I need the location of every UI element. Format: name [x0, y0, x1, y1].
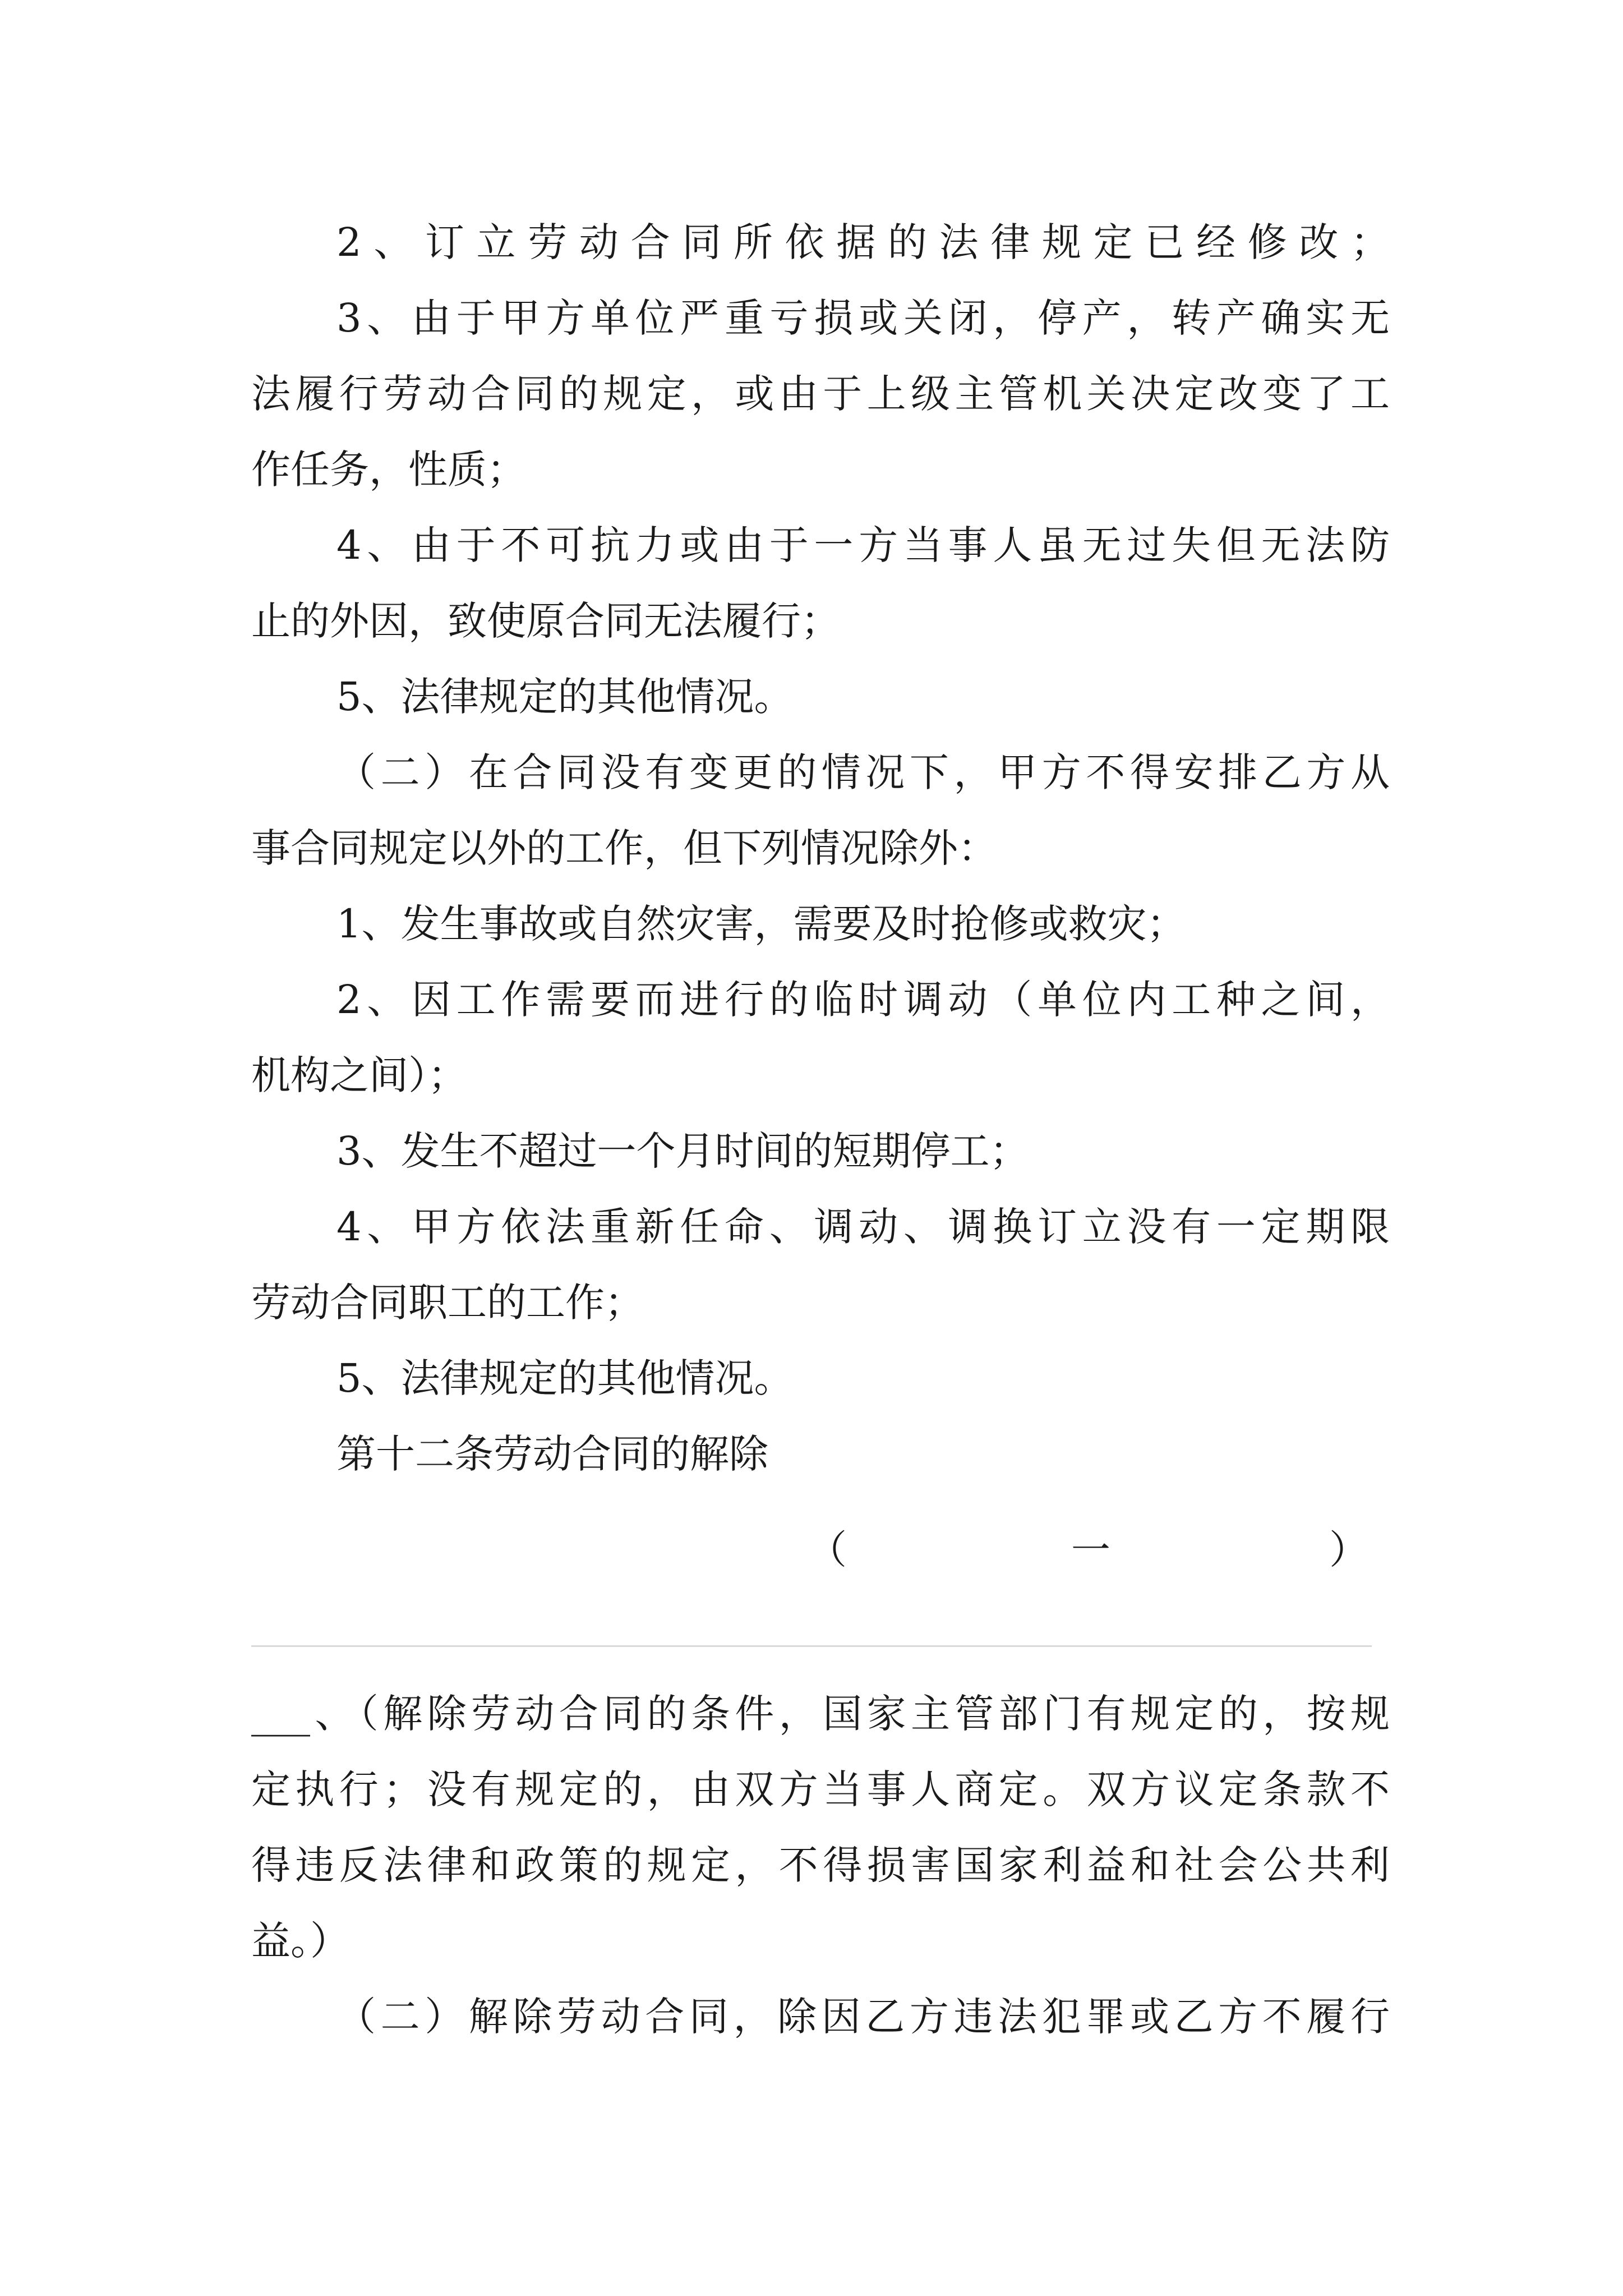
paragraph-line: 1、发生事故或自然灾害，需要及时抢修或救灾；	[336, 901, 1186, 947]
paragraph-line: 4、由于不可抗力或由于一方当事人虽无过失但无法防	[336, 522, 1390, 568]
paragraph-line: 止的外因，致使原合同无法履行；	[251, 598, 840, 644]
paragraph-line: 定执行；没有规定的，由双方当事人商定。双方议定条款不	[251, 1766, 1390, 1812]
paragraph-line: （二）在合同没有变更的情况下，甲方不得安排乙方从	[336, 749, 1390, 795]
section-heading: 第十二条劳动合同的解除	[336, 1431, 768, 1477]
section-number-open-paren: （	[808, 1527, 847, 1573]
paragraph-line: 机构之间）；	[251, 1052, 467, 1098]
paragraph-line: 法履行劳动合同的规定，或由于上级主管机关决定改变了工	[251, 371, 1390, 417]
paragraph-line: 2、订立劳动合同所依据的法律规定已经修改；	[336, 219, 1390, 265]
section-number-value: 一	[1071, 1527, 1110, 1573]
paragraph-line: （二）解除劳动合同，除因乙方违法犯罪或乙方不履行	[336, 1994, 1390, 2040]
paragraph-line: 作任务，性质；	[251, 447, 526, 493]
section-number-close-paren: ）	[1329, 1527, 1368, 1573]
paragraph-line: ___、（解除劳动合同的条件，国家主管部门有规定的，按规	[251, 1691, 1390, 1737]
paragraph-line: 5、法律规定的其他情况。	[336, 1355, 794, 1401]
paragraph-line: 5、法律规定的其他情况。	[336, 674, 794, 720]
section-divider	[251, 1645, 1372, 1647]
paragraph-line: 4、甲方依法重新任命、调动、调换订立没有一定期限	[336, 1204, 1390, 1250]
paragraph-line: 3、由于甲方单位严重亏损或关闭，停产，转产确实无	[336, 295, 1390, 341]
paragraph-line: 益。）	[251, 1918, 349, 1964]
paragraph-line: 事合同规定以外的工作，但下列情况除外：	[251, 825, 997, 871]
paragraph-line: 3、发生不超过一个月时间的短期停工；	[336, 1128, 1029, 1174]
paragraph-line: 2、因工作需要而进行的临时调动（单位内工种之间，	[336, 977, 1390, 1023]
paragraph-line: 劳动合同职工的工作；	[251, 1280, 644, 1326]
paragraph-line: 得违反法律和政策的规定，不得损害国家利益和社会公共利	[251, 1842, 1390, 1888]
